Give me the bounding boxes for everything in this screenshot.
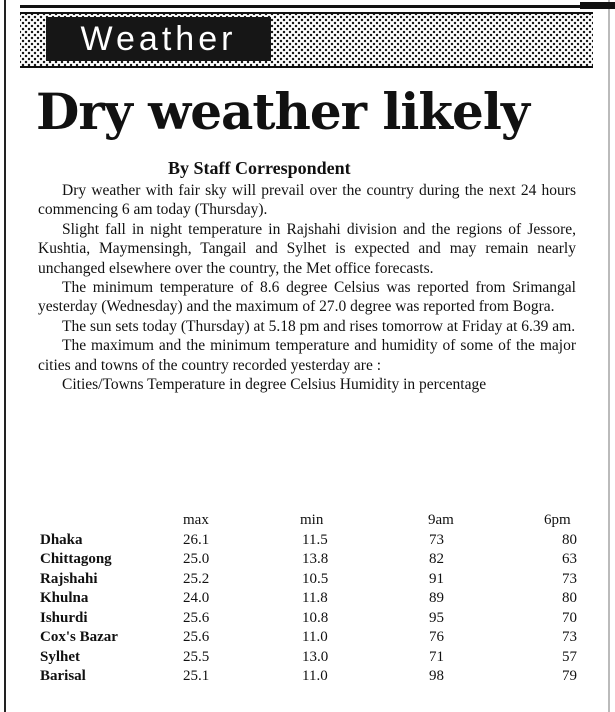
humidity-9am: 71 <box>429 648 444 665</box>
min-temp: 13.8 <box>302 551 329 567</box>
city-name: Barisal <box>40 668 86 684</box>
max-temp: 25.6 <box>183 609 210 626</box>
min-temp: 11.0 <box>302 629 328 645</box>
humidity-6pm: 63 <box>562 551 577 567</box>
table-row <box>40 590 585 610</box>
header-max: max <box>183 512 209 528</box>
min-temp: 10.5 <box>302 570 329 587</box>
table-row <box>40 649 585 669</box>
table-row <box>40 532 585 552</box>
min-temp: 11.8 <box>302 590 328 606</box>
city-name: Chittagong <box>40 551 112 567</box>
humidity-9am: 95 <box>429 609 444 626</box>
humidity-9am: 82 <box>429 551 444 567</box>
section-tab <box>46 17 271 61</box>
paragraph: Slight fall in night temperature in Rajshahi division and the regions of Jessore, Kushtia, Maymensingh, Tangail and Sylhet is expected and may remain nearly unchanged elsewhere over the country, the Met office forecasts. <box>38 220 576 277</box>
min-temp: 13.0 <box>302 648 329 665</box>
weather-table <box>40 512 585 688</box>
top-rule <box>20 5 595 8</box>
table-row <box>40 571 585 591</box>
paragraph: Dry weather with fair sky will prevail over the country during the next 24 hours commencing 6 am today (Thursday). <box>38 182 576 219</box>
humidity-6pm: 70 <box>562 609 577 626</box>
min-temp: 10.8 <box>302 609 329 626</box>
humidity-9am: 98 <box>429 668 444 684</box>
humidity-9am: 89 <box>429 590 444 606</box>
left-border-line <box>4 0 6 712</box>
humidity-9am: 73 <box>429 531 444 548</box>
city-name: Ishurdi <box>40 609 88 626</box>
table-header-row <box>40 512 585 532</box>
city-name: Sylhet <box>40 648 81 665</box>
table-row <box>40 610 585 630</box>
city-name: Dhaka <box>40 531 83 548</box>
max-temp: 25.2 <box>183 570 210 587</box>
min-temp: 11.0 <box>302 668 328 684</box>
humidity-9am: 76 <box>429 629 444 645</box>
paragraph: The maximum and the minimum temperature and humidity of some of the major cities and towns of the country recorded yesterday are : <box>38 337 576 374</box>
header-9am: 9am <box>428 512 454 528</box>
section-label: Weather <box>80 20 237 58</box>
humidity-9am: 91 <box>429 570 444 587</box>
paragraph: The minimum temperature of 8.6 degree Celsius was reported from Srimangal yesterday (Wednesday) and the maximum of 27.0 degree was reported from Bogra. <box>38 279 576 316</box>
header-min: min <box>300 512 324 528</box>
max-temp: 25.0 <box>183 551 210 567</box>
city-name: Khulna <box>40 590 89 606</box>
table-caption: Cities/Towns Temperature in degree Celsius Humidity in percentage <box>62 376 487 394</box>
table-row <box>40 668 585 688</box>
max-temp: 25.6 <box>183 629 210 645</box>
min-temp: 11.5 <box>302 531 328 548</box>
top-rule-corner <box>580 2 615 9</box>
max-temp: 26.1 <box>183 531 210 548</box>
humidity-6pm: 79 <box>562 668 577 684</box>
max-temp: 25.5 <box>183 648 210 665</box>
byline: By Staff Correspondent <box>168 158 351 178</box>
humidity-6pm: 57 <box>562 648 577 665</box>
humidity-6pm: 73 <box>562 570 577 587</box>
max-temp: 25.1 <box>183 668 210 684</box>
city-name: Rajshahi <box>40 570 98 587</box>
headline: Dry weather likely <box>36 82 529 141</box>
table-row <box>40 629 585 649</box>
city-name: Cox's Bazar <box>40 629 118 645</box>
paragraph: The sun sets today (Thursday) at 5.18 pm and rises tomorrow at Friday at 6.39 am. <box>62 317 576 335</box>
humidity-6pm: 80 <box>562 531 577 548</box>
humidity-6pm: 80 <box>562 590 577 606</box>
header-6pm: 6pm <box>544 512 571 528</box>
article-body <box>38 181 576 394</box>
humidity-6pm: 73 <box>562 629 577 645</box>
max-temp: 24.0 <box>183 590 210 606</box>
right-border-line <box>608 0 610 712</box>
table-row <box>40 551 585 571</box>
